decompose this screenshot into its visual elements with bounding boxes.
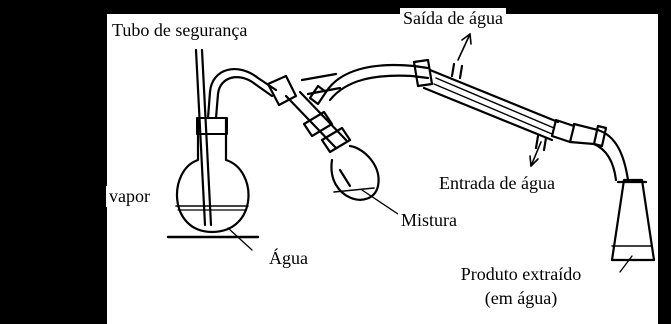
produto-leader	[620, 256, 632, 272]
outlet-adapter	[552, 120, 628, 180]
steam-tube	[208, 69, 276, 118]
saida-arrow	[458, 34, 471, 60]
produto-label-line1: Produto extraído	[440, 264, 602, 285]
tubo-label: Tubo de segurança	[109, 20, 250, 41]
mistura-leader	[362, 190, 398, 214]
mistura-label: Mistura	[398, 210, 460, 231]
entrada-label: Entrada de água	[436, 173, 558, 194]
agua-leader	[228, 228, 252, 250]
adapter	[268, 74, 350, 152]
still-head	[310, 60, 432, 104]
steam-flask	[168, 118, 258, 237]
condenser	[424, 64, 558, 150]
saida-label: Saída de água	[400, 8, 506, 29]
mixture-flask	[331, 146, 378, 200]
agua-label: Água	[266, 248, 311, 269]
receiver-flask	[612, 180, 654, 260]
vapor-label: vapor	[106, 186, 153, 207]
produto-label-line2: (em água)	[440, 288, 602, 309]
